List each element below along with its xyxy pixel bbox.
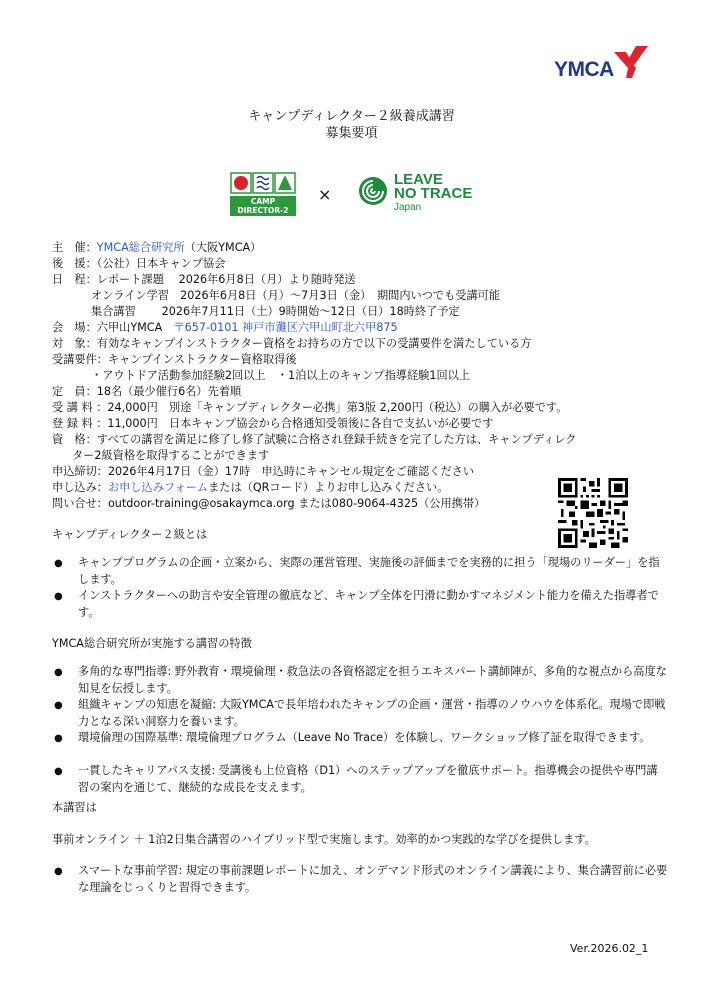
organizer-rest: （大阪YMCA）	[184, 241, 262, 254]
lnt-line3: Japan	[394, 202, 422, 213]
venue-address-link[interactable]: 〒657-0101 神戸市灘区六甲山町北六甲875	[173, 321, 398, 334]
page-subtitle: 募集要項	[325, 126, 378, 141]
lnt-line1: LEAVE	[394, 171, 443, 188]
schedule-line-2: オンライン学習 2026年6月8日（月）〜7月3日（金） 期間内いつでも受講可能	[91, 289, 501, 302]
fee-line: 受 講 料 ：24,000円 別途「キャンプディレクター必携」第3版 2,200円（税込）の購入が必要です。	[52, 401, 568, 414]
lnt-line2: NO TRACE	[394, 185, 473, 202]
section2-bullet-1: 多角的な専門指導: 野外教育・環境倫理・救急法の各資格認定を担うエキスパート講師陣が、多角的な視点から高度な知見を伝授します。	[78, 665, 667, 695]
section-course-heading: 本講習は	[52, 801, 97, 814]
section-features-heading: YMCA総合研究所が実施する講習の特徴	[52, 637, 252, 650]
times-symbol: ×	[318, 185, 332, 204]
version-label: Ver.2026.02_1	[570, 942, 649, 955]
registration-fee-line: 登 録 料 ：11,000円 日本キャンプ協会から合格通知受領後に各自で支払いが必要です	[52, 417, 494, 430]
support-line: 後 援：（公社）日本キャンプ協会	[52, 257, 226, 270]
venue-label: 会 場：六甲山YMCA	[52, 321, 174, 334]
apply-rest: または（QRコード）よりお申し込みください。	[208, 481, 449, 494]
apply-line	[52, 480, 448, 496]
section2-bullet-4: 一貫したキャリアパス支援: 受講後も上位資格（D1）へのステップアップを徹底サポート。指導機会の提供や専門講習の案内を通じて、継続的な成長を支えます。	[78, 764, 658, 794]
capacity-line: 定 員：18名（最少催行6名）先着順	[52, 385, 242, 398]
camp-director-label: CAMP DIRECTOR-2	[230, 196, 296, 216]
contact-line: 問い合せ：outdoor-training@osakaymca.org または080-9064-4325（公用携帯）	[52, 497, 486, 510]
page-title: キャンプディレクター２級養成講習	[248, 109, 455, 124]
section-what-is-heading: キャンプディレクター２級とは	[52, 528, 208, 541]
venue-line	[52, 320, 398, 336]
apply-label: 申し込み：	[52, 481, 108, 494]
lnt-swirl-icon	[358, 176, 388, 206]
bullet-icon: ●	[54, 766, 63, 777]
leave-no-trace-logo	[358, 172, 483, 218]
schedule-line-3: 集合講習 2026年7月11日（土）9時開始〜12日（日）18時終了予定	[91, 305, 460, 318]
qr-code[interactable]	[558, 478, 628, 548]
apply-form-link[interactable]: お申し込みフォーム	[107, 481, 209, 494]
requirement-line-2: ・アウトドア活動参加経験2回以上 ・1泊以上のキャンプ指導経験1回以上	[91, 369, 471, 382]
ymca-logo-text: YMCA	[554, 58, 614, 81]
bullet-icon: ●	[54, 558, 63, 569]
camp-director-symbols-icon	[230, 172, 296, 196]
course-intro: 事前オンライン ＋ 1泊2日集合講習のハイブリッド型で実施します。効率的かつ実践的な学びを提供します。	[52, 833, 596, 846]
bullet-icon: ●	[54, 700, 63, 711]
organizer-link[interactable]: YMCA総合研究所	[96, 241, 185, 254]
ymca-y-mark-icon	[614, 46, 648, 78]
organizer-label: 主 催：	[52, 241, 97, 254]
qualification-line-1: 資 格：すべての講習を満足に修了し修了試験に合格され登録手続きを完了した方は、キャンプディレク	[52, 433, 577, 446]
camp-director-logo	[230, 172, 296, 216]
target-line: 対 象：有効なキャンプインストラクター資格をお持ちの方で以下の受講要件を満たしている方	[52, 337, 532, 350]
deadline-line: 申込締切：2026年4月17日（金）17時 申込時にキャンセル規定をご確認ください	[52, 465, 475, 478]
section1-bullet-2: インストラクターへの助言や安全管理の徹底など、キャンプ全体を円滑に動かすマネジメント能力を備えた指導者です。	[78, 589, 659, 619]
organizer-line	[52, 240, 261, 256]
ymca-logo	[554, 46, 654, 82]
bullet-icon: ●	[54, 591, 63, 602]
requirement-line-1: 受講要件：キャンプインストラクター資格取得後	[52, 353, 297, 366]
section2-bullet-2: 組織キャンプの知恵を凝縮: 大阪YMCAで長年培われたキャンプの企画・運営・指導のノウハウを体系化。現場で即戦力となる深い洞察力を養います。	[78, 698, 666, 728]
section2-bullet-3: 環境倫理の国際基準: 環境倫理プログラム（Leave No Trace）を体験し、ワークショップ修了証を取得できます。	[78, 731, 651, 744]
section1-bullet-1: キャンププログラムの企画・立案から、実際の運営管理、実施後の評価までを実務的に担う「現場のリーダー」を指します。	[78, 556, 660, 586]
qualification-line-2: ター2級資格を取得することができます	[72, 449, 270, 462]
bullet-icon: ●	[54, 866, 63, 877]
bullet-icon: ●	[54, 733, 63, 744]
section3-bullet-1: スマートな事前学習: 規定の事前課題レポートに加え、オンデマンド形式のオンライン講義により、集合講習前に必要な理論をじっくりと習得できます。	[78, 864, 668, 894]
bullet-icon: ●	[54, 667, 63, 678]
schedule-line-1: 日 程：レポート課題 2026年6月8日（月）より随時発送	[52, 273, 356, 286]
